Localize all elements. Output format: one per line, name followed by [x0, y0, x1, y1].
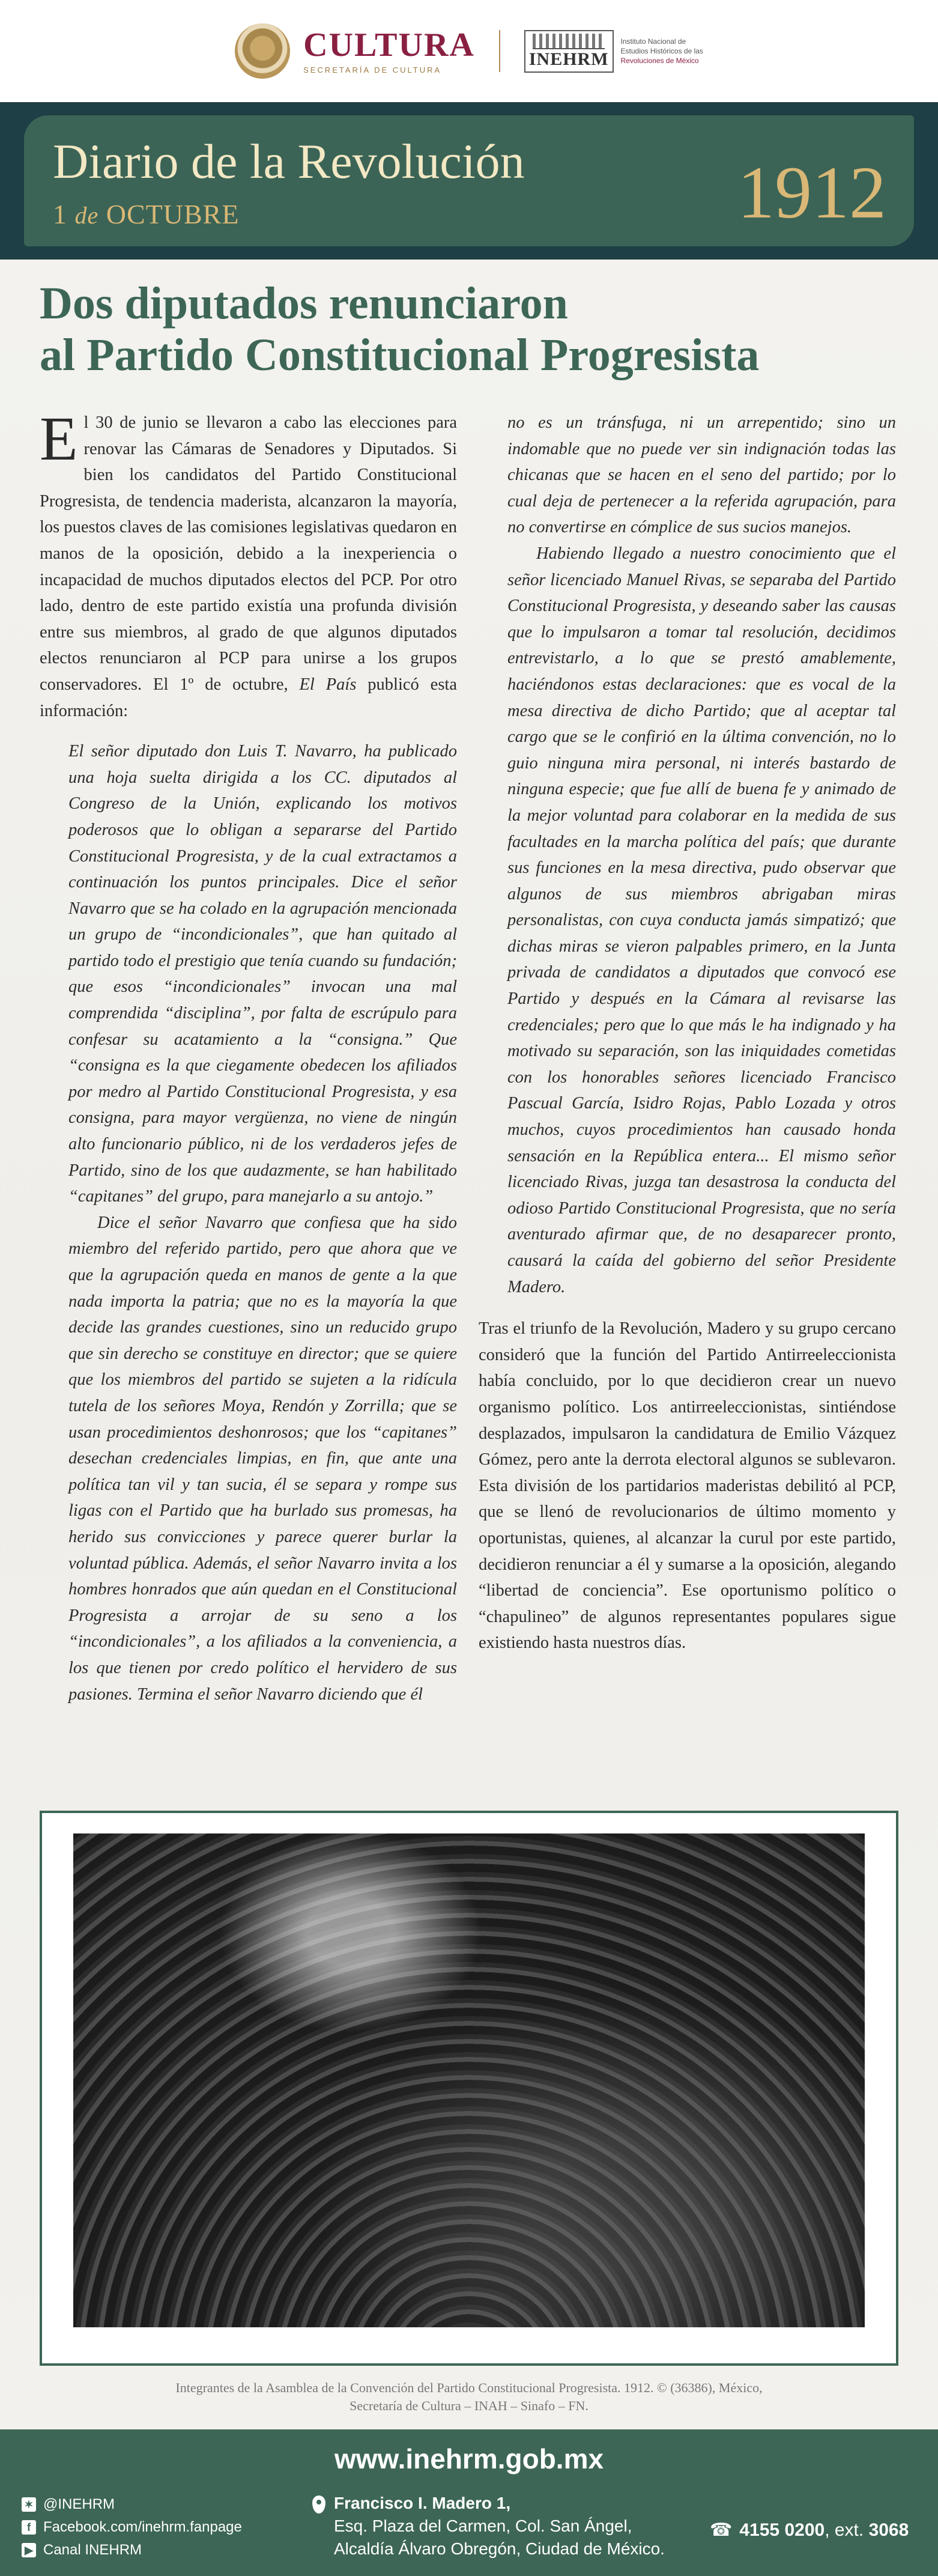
social-links [22, 2493, 242, 2562]
intro-paragraph: El 30 de junio se llevaron a cabo las elecciones para renovar las Cámaras de Senadores y Diputados. Si bien los candidatos del Partido Constitucional Progresista, de tendencia maderista, alcanzaron la mayoría, los puestos claves de las comisiones legislativas quedaron en manos de la oposición, debido a la inexperiencia o incapacidad de muchos diputados electos del PCP. Por otro lado, dentro de este partido existía una profunda división entre sus miembros, al grado de que algunos diputados electos renunciaron al PCP para unirse a los grupos conservadores. El 1º de octubre, El País publicó esta información: [40, 404, 457, 720]
banner-panel [24, 115, 914, 246]
inehrm-description: Instituto Nacional de Estudios Históricos de las Revoluciones de México [620, 37, 703, 65]
quote-navarro-2: Dice el señor Navarro que confiesa que ha sido miembro del referido partido, pero que ahora que ve que la agrupación queda en manos de gente a la que nada importa la patria; que no es la mayoría la que decide las grandes cuestiones, sino un reducido grupo que sin derecho se constituye en director; que se quiere que los miembros del partido se sujeten a la ridícula tutela de los señores Moya, Rendón y Zorrilla; que se usan procedimientos deshonrosos; que los “capitanes” desechan credenciales limpias, en fin, que ante una política tan vil y tan sucia, él se separa y rompe sus ligas con el Partido que ha burlado sus promesas, ha herido sus convicciones y parece querer burlar la voluntad pública. Además, el señor Navarro invita a los hombres honrados que aún quedan en el Constitucional Progresista a arrojar de su seno a los “incondicionales”, a los afiliados a la conveniencia, a los que tienen por credo político el hervidero de sus pasiones. Termina el señor Navarro diciendo que él [68, 1213, 457, 1704]
quote-rivas: Habiendo llegado a nuestro conocimiento que el señor licenciado Manuel Rivas, se separaba del Partido Constitucional Progresista, y deseando saber las causas que lo impulsaron a tomar tal resolución, decidimos entrevistarlo, a lo que se prestó amablemente, haciéndonos estas declaraciones: que es vocal de la mesa directiva de dicho Partido; que al aceptar tal cargo que se le confirió en la última convención, no lo guio ninguna mira personal, ni interés bastardo de ninguna especie; que fue allí de buena fe y animado de la mejor voluntad para colaborar en la medida de sus facultades en la marcha política del país; que durante sus funciones en la mesa directiva, pudo observar que algunos de sus miembros abrigaban miras personalistas, con cuya conducta jamás simpatizó; que dichas miras se vieron palpables primero, en la Junta privada de candidatos a diputados que convocó ese Partido y después en la Cámara al revisarse las credenciales; pero que lo que más le ha indignado y ha motivado su separación, son las iniquidades cometidas con los honorables señores licenciado Francisco Pascual García, Isidro Rojas, Pablo Lozada y otros muchos, cuyos procedimientos han causado honda sensación en la República entera... El mismo señor licenciado Rivas, juzga tan desastrosa la conducta del odioso Partido Constitucional Progresista, que no sería aventurado afirmar que, de no desaparecer pronto, causará la caída del gobierno del señor Presidente Madero. [507, 544, 896, 1296]
article-headline: Dos diputados renunciaron al Partido Constitucional Progresista [40, 278, 760, 380]
youtube-link[interactable]: ▶ Canal INEHRM [22, 2539, 242, 2562]
title-banner [0, 102, 938, 260]
address-block: Francisco I. Madero 1, Esq. Plaza del Carmen, Col. San Ángel, Alcaldía Álvaro Obregón, Ciudad de México. [312, 2492, 665, 2560]
twitter-link[interactable]: ✶ @INEHRM [22, 2493, 242, 2516]
cultura-logo[interactable] [235, 23, 475, 79]
quote-navarro-2-cont: no es un tránsfuga, ni un arrepentido; sino un indomable que no puede ver sin indignación todas las chicanas que se hacen en el seno del partido; por lo cual deja de pertenecer a la referida agrupación, para no convertirse en cómplice de sus sucios manejos. [507, 413, 896, 537]
website-link[interactable]: www.inehrm.gob.mx [334, 2443, 604, 2474]
mexico-seal-icon [235, 23, 290, 79]
article-body [0, 260, 938, 2429]
facebook-link[interactable]: f Facebook.com/inehrm.fanpage [22, 2516, 242, 2539]
closing-paragraph: Tras el triunfo de la Revolución, Madero y su grupo cercano consideró que la función del Partido Antirreeleccionista había concluido, por lo que decidieron crear un nuevo organismo político. Los antirreeleccionistas, sintiéndose desplazados, impulsaron la candidatura de Emilio Vázquez Gómez, pero ante la derrota electoral algunos se sublevaron. Esta división de los partidarios maderistas debilitó al PCP, que se llenó de revolucionarios de último momento y oportunistas, quienes, al alcanzar la curul por este partido, decidieron renunciar a él y sumarse a la oposición, alegando “libertad de conciencia”. Ese oportunismo político o “chapulineo” de algunos representantes populares sigue existiendo hasta nuestros días. [479, 1319, 896, 1653]
inehrm-building-icon [524, 30, 614, 73]
twitter-icon: ✶ [22, 2497, 36, 2512]
facebook-icon: f [22, 2520, 36, 2535]
photo-frame [40, 1811, 898, 2366]
cultura-subtitle: SECRETARÍA DE CULTURA [303, 65, 442, 74]
quote-navarro-1: El señor diputado don Luis T. Navarro, ha publicado una hoja suelta dirigida a los CC. diputados al Congreso de la Unión, explicando los motivos poderosos que lo obligan a separarse del Partido Constitucional Progresista, y de la cual extractamos a continuación los puntos principales. Dice el señor Navarro que se ha colado en la agrupación mencionada un grupo de “incondicionales”, que han quitado al partido todo el prestigio que tenía cuando su fundación; que esos “incondicionales” invocan una mal comprendida “disciplina”, por falta de escrúpulo para confesar su acatamiento a la “consigna.” Que “consigna es la que ciegamente obedecen los afiliados por medro al Partido Constitucional Progresista, y esa consigna, para mayor vergüenza, no viene de ningún alto funcionario público, ni de los verdaderos jefes de Partido, sino de los que audazmente, se han habilitado “capitanes” del grupo, para manejarlo a su antojo.” [68, 742, 457, 1206]
phone-block[interactable]: ☎ 4155 0200, ext. 3068 [710, 2520, 909, 2540]
header-logos [0, 0, 938, 102]
youtube-icon: ▶ [22, 2543, 36, 2557]
inehrm-logo[interactable] [524, 30, 703, 73]
article-column-right [479, 410, 896, 1656]
photo-caption: Integrantes de la Asamblea de la Convención del Partido Constitucional Progresista. 1912. © (36386), México, Secretaría de Cultura – INAH – Sinafo – FN. [175, 2380, 763, 2413]
phone-icon: ☎ [710, 2520, 733, 2540]
banner-date: 1 de OCTUBRE [53, 199, 240, 229]
footer [0, 2429, 938, 2576]
logo-divider [499, 30, 500, 72]
inehrm-wordmark: INEHRM [528, 49, 609, 69]
location-pin-icon [312, 2496, 325, 2514]
banner-title: Diario de la Revolución [53, 134, 525, 189]
banner-year: 1912 [737, 151, 886, 234]
article-column-left [40, 404, 457, 1707]
cultura-wordmark: CULTURA [303, 26, 475, 64]
drop-cap: E [40, 404, 78, 473]
historical-photo[interactable] [73, 1833, 865, 2327]
